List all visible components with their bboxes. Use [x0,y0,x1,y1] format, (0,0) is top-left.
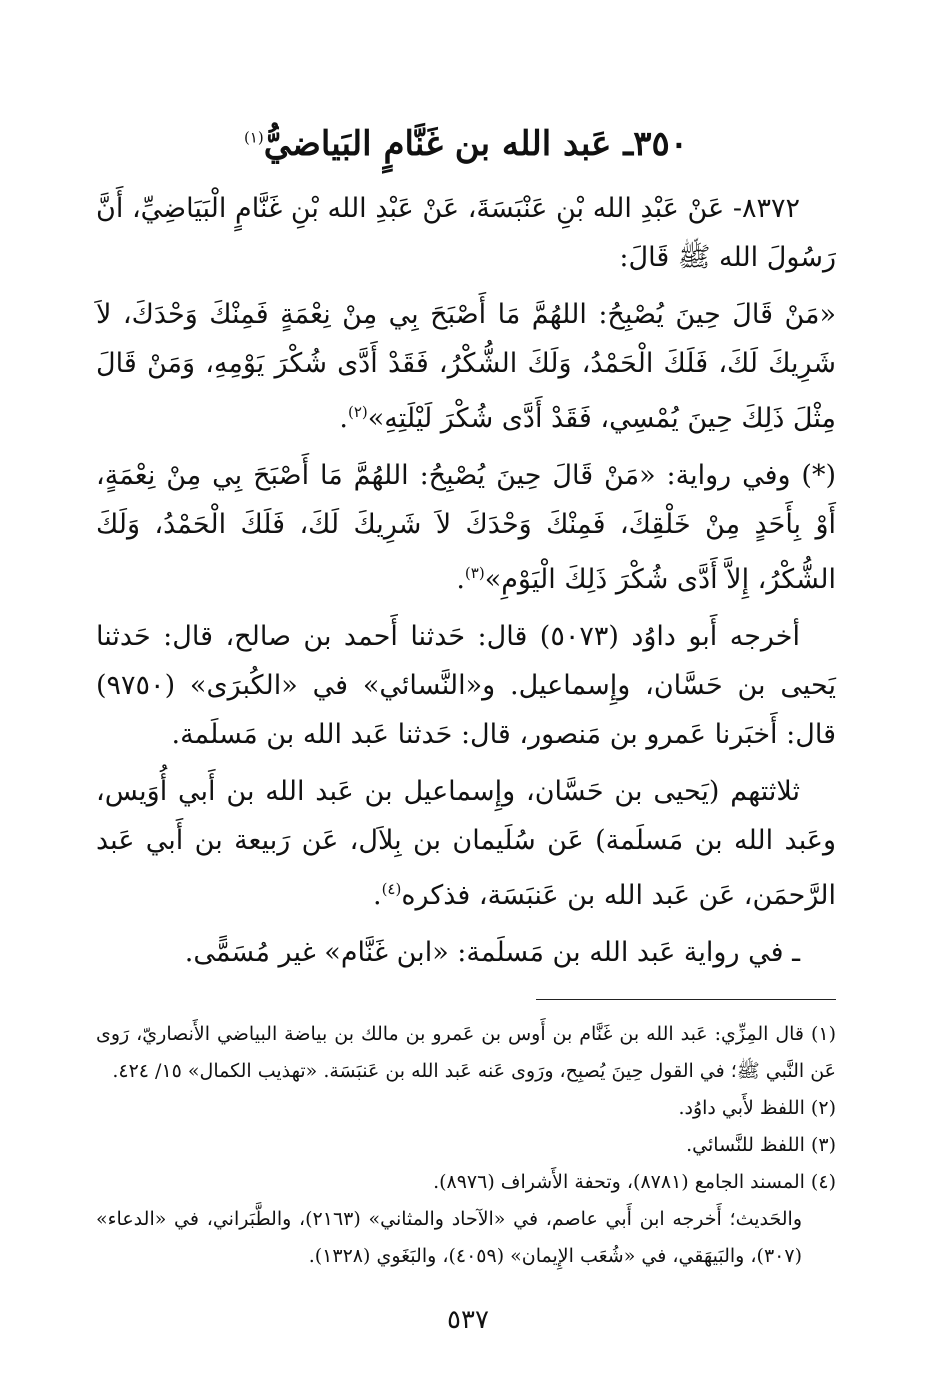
hadith-matn: «مَنْ قَالَ حِينَ يُصْبِحُ: اللهُمَّ مَا أَصْبَحَ بِي مِنْ نِعْمَةٍ فَمِنْكَ وَحْدَكَ، لاَ شَرِيكَ لَكَ، فَلَكَ الْحَمْدُ، وَلَكَ الشُّكْرُ، فَقَدْ أَدَّى شُكْرَ يَوْمِهِ، وَمَنْ قَالَ مِثْلَ ذَلِكَ حِينَ يُمْسِي، فَقَدْ أَدَّى شُكْرَ لَيْلَتِهِ»$^{(٢)}$. [96,299,837,435]
hadith-riwaya-text: (*) وفي رواية: «مَنْ قَالَ حِينَ يُصْبِحُ: اللهُمَّ مَا أَصْبَحَ بِي مِنْ نِعْمَةٍ، أَوْ بِأَحَدٍ مِنْ خَلْقِكَ، فَمِنْكَ وَحْدَكَ لاَ شَرِيكَ لَكَ، فَلَكَ الْحَمْدُ، وَلَكَ الشُّكْرُ، إِلاَّ أَدَّى شُكْرَ ذَلِكَ الْيَوْمِ» [96,460,836,596]
hadith-isnad: ٨٣٧٢- عَنْ عَبْدِ الله بْنِ عَنْبَسَةَ، عَنْ عَبْدِ الله بْنِ غَنَّامٍ الْبَيَاضِيِّ، أَنَّ رَسُولَ الله ﷺ قَالَ: [96,193,836,274]
footnote-divider [536,999,836,1000]
section-title [96,122,836,166]
footnote-2: (٢) اللفظ لأَبي داوُد. [678,1097,836,1120]
takhrij-paragraph-2: ثلاثتهم (يَحيى بن حَسَّان، وإِسماعيل بن عَبد الله بن أَبي أُوَيس، وعَبد الله بن مَسلَمة) عَن سُلَيمان بن بِلاَل، عَن رَبيعة بن أَبي عَبد الرَّحمَن، عَن عَبد الله بن عَنبَسَة، فذكره$^{(٤)}$. [96,776,836,912]
footnote-4-continued-text: والحَديث؛ أَخرجه ابن أَبي عاصم، في «الآحاد والمثاني» (٢١٦٣)، والطَّبَراني، في «الدعاء» (٣٠٧)، والبَيهَقي، في «شُعَب الإِيمان» (٤٠٥٩)، والبَغَوي (١٣٢٨). [96,1208,802,1268]
footnotes [96,1016,836,1275]
title-footnote-ref: (١) [243,128,264,147]
footnote-3: (٣) اللفظ للنَّسائي. [686,1134,836,1157]
page-number: ٥٣٧ [447,1305,489,1335]
takhrij-footnote-ref: (٤) [381,880,402,899]
hadith-matn-footnote-ref: (٢) [347,403,368,422]
hadith-matn-text: «مَنْ قَالَ حِينَ يُصْبِحُ: اللهُمَّ مَا أَصْبَحَ بِي مِنْ نِعْمَةٍ فَمِنْكَ وَحْدَكَ، لاَ شَرِيكَ لَكَ، فَلَكَ الْحَمْدُ، وَلَكَ الشُّكْرُ، فَقَدْ أَدَّى شُكْرَ يَوْمِهِ، وَمَنْ قَالَ مِثْلَ ذَلِكَ حِينَ يُمْسِي، فَقَدْ أَدَّى شُكْرَ لَيْلَتِهِ» [96,299,837,435]
footnote-4-continued [96,1201,836,1275]
section-title-text: ٣٥٠ـ عَبد الله بن غَنَّامٍ البَياضيُّ [263,124,689,164]
takhrij-paragraph-1: أخرجه أَبو داوُد (٥٠٧٣) قال: حَدثنا أَحمد بن صالح، قال: حَدثنا يَحيى بن حَسَّان، وإِسماعيل. و«النَّسائي» في «الكُبرَى» (٩٧٥٠) قال: أَخبَرنا عَمرو بن مَنصور، قال: حَدثنا عَبد الله بن مَسلَمة. [96,621,836,751]
footnote-1: (١) قال المِزِّي: عَبد الله بن غَنَّام بن أَوس بن عَمرو بن مالك بن بياضة البياضي الأَنصاريّ، رَوى عَن النَّبي ﷺ؛ في القول حِينَ يُصبِح، ورَوى عَنه عَبد الله بن عَنبَسَة. «تهذيب الكمال» ١٥/ ٤٢٤. [96,1023,836,1083]
footnote-4: (٤) المسند الجامع (٨٧٨١)، وتحفة الأَشراف (٨٩٧٦). [433,1171,836,1194]
hadith-riwaya: (*) وفي رواية: «مَنْ قَالَ حِينَ يُصْبِحُ: اللهُمَّ مَا أَصْبَحَ بِي مِنْ نِعْمَةٍ، أَوْ بِأَحَدٍ مِنْ خَلْقِكَ، فَمِنْكَ وَحْدَكَ لاَ شَرِيكَ لَكَ، فَلَكَ الْحَمْدُ، وَلَكَ الشُّكْرُ، إِلاَّ أَدَّى شُكْرَ ذَلِكَ الْيَوْمِ»$^{(٣)}$. [96,460,836,596]
takhrij-paragraph-3: ـ في رواية عَبد الله بن مَسلَمة: «ابن غَنَّام» غير مُسَمًّى. [184,937,800,969]
hadith-riwaya-footnote-ref: (٣) [464,564,485,583]
takhrij-paragraph-2-text: ثلاثتهم (يَحيى بن حَسَّان، وإِسماعيل بن عَبد الله بن أَبي أُوَيس، وعَبد الله بن مَسلَمة) عَن سُلَيمان بن بِلاَل، عَن رَبيعة بن أَبي عَبد الرَّحمَن، عَن عَبد الله بن عَنبَسَة، فذكره [96,776,836,912]
